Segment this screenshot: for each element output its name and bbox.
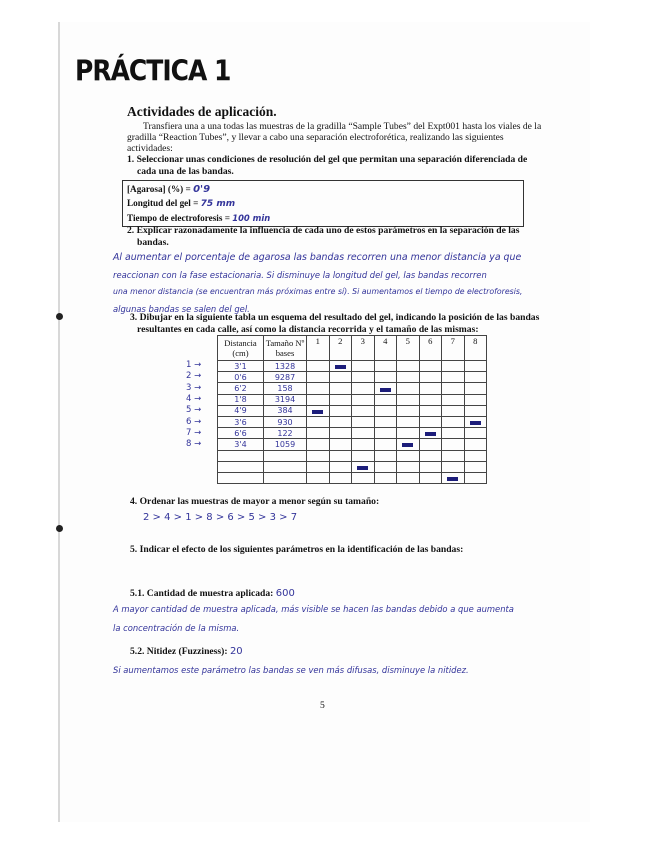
table-row <box>218 383 487 394</box>
lane-cell <box>307 472 330 483</box>
lane-cell <box>307 383 330 394</box>
lane-cell <box>374 383 397 394</box>
size-cell <box>264 461 307 472</box>
lane-cell <box>442 383 465 394</box>
binder-hole <box>56 525 63 532</box>
lane-cell <box>352 405 375 416</box>
lane-cell <box>352 472 375 483</box>
lane-cell <box>307 416 330 427</box>
table-row <box>218 450 487 461</box>
lane-cell <box>442 416 465 427</box>
lane-cell <box>442 394 465 405</box>
table-header: 2 <box>329 336 352 361</box>
answer-2-line: algunas bandas se salen del gel. <box>113 304 250 314</box>
size-cell <box>264 472 307 483</box>
lane-cell <box>329 461 352 472</box>
lane-cell <box>352 428 375 439</box>
distance-cell: 4'9 <box>218 405 264 416</box>
lane-cell <box>419 383 442 394</box>
answer-5-1-line: A mayor cantidad de muestra aplicada, más visible se hacen las bandas debido a que aumenta <box>113 604 514 614</box>
lane-cell <box>464 405 487 416</box>
size-cell: 3194 <box>264 394 307 405</box>
answer-5-2: Si aumentamos este parámetro las bandas se ven más difusas, disminuye la nitidez. <box>113 665 469 675</box>
lane-cell <box>329 361 352 372</box>
gel-band <box>470 421 481 425</box>
page-number: 5 <box>320 700 325 711</box>
lane-cell <box>374 450 397 461</box>
lane-cell <box>329 450 352 461</box>
lane-cell <box>329 383 352 394</box>
intro-line: actividades: <box>127 143 173 154</box>
lane-cell <box>374 372 397 383</box>
gel-band <box>312 410 323 414</box>
lane-cell <box>419 450 442 461</box>
row-label: 6 → <box>186 416 202 427</box>
gel-band <box>380 388 391 392</box>
lane-cell <box>374 416 397 427</box>
answer-4: 2 > 4 > 1 > 8 > 6 > 5 > 3 > 7 <box>143 512 298 523</box>
lane-cell <box>442 439 465 450</box>
lane-cell <box>464 383 487 394</box>
size-cell: 158 <box>264 383 307 394</box>
lane-cell <box>307 372 330 383</box>
table-row <box>218 361 487 372</box>
lane-cell <box>464 394 487 405</box>
lane-cell <box>329 372 352 383</box>
size-cell: 9287 <box>264 372 307 383</box>
row-label: 1 → <box>186 360 202 370</box>
condition-agarosa: [Agarosa] (%) = 0'9 <box>127 184 211 195</box>
table-header: 3 <box>352 336 375 361</box>
distance-cell: 0'6 <box>218 372 264 383</box>
lane-cell <box>397 405 420 416</box>
lane-cell <box>307 439 330 450</box>
page-title: PRÁCTICA 1 <box>75 53 231 88</box>
lane-cell <box>374 472 397 483</box>
question-5-2: 5.2. Nitidez (Fuzziness): 20 <box>130 646 243 657</box>
lane-cell <box>329 405 352 416</box>
conditions-box <box>122 180 524 227</box>
lane-cell <box>397 450 420 461</box>
answer-2-line: una menor distancia (se encuentran más próximas entre sí). Si aumentamos el tiempo de electroforesis, <box>113 287 523 296</box>
table-row <box>218 472 487 483</box>
lane-cell <box>329 416 352 427</box>
question-5: 5. Indicar el efecto de los siguientes parámetros en la identificación de las bandas: <box>130 544 464 555</box>
lane-cell <box>307 428 330 439</box>
lane-cell <box>397 416 420 427</box>
question-2: 2. Explicar razonadamente la influencia de cada uno de estos parámetros en la separación de las <box>127 225 520 236</box>
size-cell: 1328 <box>264 361 307 372</box>
lane-cell <box>397 361 420 372</box>
lane-cell <box>374 439 397 450</box>
gel-table <box>217 335 487 484</box>
table-header: 8 <box>464 336 487 361</box>
binder-hole <box>56 313 63 320</box>
lane-cell <box>464 472 487 483</box>
row-label: 3 → <box>186 382 202 393</box>
lane-cell <box>397 372 420 383</box>
lane-cell <box>329 472 352 483</box>
lane-cell <box>307 361 330 372</box>
lane-cell <box>352 383 375 394</box>
lane-cell <box>397 461 420 472</box>
question-1: cada una de las bandas. <box>137 166 234 177</box>
lane-cell <box>442 461 465 472</box>
lane-cell <box>442 405 465 416</box>
lane-cell <box>419 372 442 383</box>
size-cell: 384 <box>264 405 307 416</box>
intro-line: Transfiera una a una todas las muestras de la gradilla “Sample Tubes” del Expt001 hasta los viales de la <box>143 121 542 132</box>
distance-cell <box>218 461 264 472</box>
size-cell: 122 <box>264 428 307 439</box>
distance-cell: 6'6 <box>218 428 264 439</box>
lane-cell <box>374 461 397 472</box>
question-3: 3. Dibujar en la siguiente tabla un esquema del resultado del gel, indicando la posición de las bandas <box>130 312 540 323</box>
table-header: Tamaño Nº bases <box>264 336 307 361</box>
lane-cell <box>464 428 487 439</box>
row-label: 5 → <box>186 405 202 416</box>
gel-band <box>402 443 413 447</box>
lane-cell <box>442 450 465 461</box>
size-cell: 930 <box>264 416 307 427</box>
lane-cell <box>464 416 487 427</box>
table-header: 6 <box>419 336 442 361</box>
size-cell: 1059 <box>264 439 307 450</box>
lane-cell <box>442 361 465 372</box>
distance-cell: 3'1 <box>218 361 264 372</box>
lane-cell <box>352 450 375 461</box>
answer-2-line: Al aumentar el porcentaje de agarosa las bandas recorren una menor distancia ya que <box>113 252 522 263</box>
lane-cell <box>419 428 442 439</box>
distance-cell: 6'2 <box>218 383 264 394</box>
row-label: 2 → <box>186 371 202 382</box>
lane-cell <box>442 372 465 383</box>
table-row <box>218 372 487 383</box>
gel-band <box>447 477 458 481</box>
lane-cell <box>352 416 375 427</box>
question-2: bandas. <box>137 237 169 248</box>
lane-cell <box>397 472 420 483</box>
table-header: Distancia (cm) <box>218 336 264 361</box>
lane-cell <box>464 372 487 383</box>
distance-cell: 3'6 <box>218 416 264 427</box>
table-header: 7 <box>442 336 465 361</box>
gel-band <box>425 432 436 436</box>
lane-cell <box>419 439 442 450</box>
table-row <box>218 439 487 450</box>
row-label: 7 → <box>186 427 202 438</box>
lane-cell <box>464 439 487 450</box>
question-3: resultantes en cada calle, así como la distancia recorrida y el tamaño de las mismas: <box>137 324 479 335</box>
lane-cell <box>307 405 330 416</box>
lane-cell <box>352 361 375 372</box>
lane-cell <box>464 361 487 372</box>
table-header: 1 <box>307 336 330 361</box>
lane-cell <box>374 428 397 439</box>
lane-cell <box>352 372 375 383</box>
question-4: 4. Ordenar las muestras de mayor a menor según su tamaño: <box>130 496 380 507</box>
lane-cell <box>307 450 330 461</box>
distance-cell: 1'8 <box>218 394 264 405</box>
lane-cell <box>464 461 487 472</box>
lane-cell <box>419 416 442 427</box>
table-row <box>218 394 487 405</box>
section-heading: Actividades de aplicación. <box>127 104 277 119</box>
lane-cell <box>374 361 397 372</box>
gel-band <box>357 466 368 470</box>
lane-cell <box>329 394 352 405</box>
lane-cell <box>442 472 465 483</box>
lane-cell <box>329 439 352 450</box>
lane-cell <box>419 405 442 416</box>
intro-line: gradilla “Reaction Tubes”, y llevar a cabo una separación electroforética, realizando las siguientes <box>127 132 504 143</box>
lane-cell <box>442 428 465 439</box>
lane-cell <box>419 461 442 472</box>
table-row <box>218 461 487 472</box>
lane-cell <box>374 405 397 416</box>
table-header: 5 <box>397 336 420 361</box>
lane-cell <box>419 394 442 405</box>
size-cell <box>264 450 307 461</box>
lane-cell <box>397 394 420 405</box>
distance-cell <box>218 472 264 483</box>
lane-cell <box>352 461 375 472</box>
question-5-1: 5.1. Cantidad de muestra aplicada: 600 <box>130 588 295 599</box>
lane-cell <box>307 461 330 472</box>
row-label: 8 → <box>186 439 202 450</box>
table-row <box>218 416 487 427</box>
gel-band <box>335 365 346 369</box>
lane-cell <box>464 450 487 461</box>
lane-cell <box>352 439 375 450</box>
distance-cell <box>218 450 264 461</box>
condition-length: Longitud del gel = 75 mm <box>127 198 236 209</box>
lane-cell <box>397 383 420 394</box>
table-row <box>218 428 487 439</box>
lane-cell <box>397 439 420 450</box>
answer-5-1-line: la concentración de la misma. <box>113 623 240 633</box>
lane-cell <box>374 394 397 405</box>
row-label: 4 → <box>186 393 202 404</box>
question-1: 1. Seleccionar unas condiciones de resolución del gel que permitan una separación diferenciada de <box>127 154 528 165</box>
lane-cell <box>352 394 375 405</box>
table-header: 4 <box>374 336 397 361</box>
answer-2-line: reaccionan con la fase estacionaria. Si disminuye la longitud del gel, las bandas recorren <box>113 270 487 280</box>
lane-cell <box>419 361 442 372</box>
lane-cell <box>397 428 420 439</box>
table-row <box>218 405 487 416</box>
lane-cell <box>419 472 442 483</box>
lane-cell <box>329 428 352 439</box>
lane-cell <box>307 394 330 405</box>
distance-cell: 3'4 <box>218 439 264 450</box>
condition-time: Tiempo de electroforesis = 100 min <box>127 213 271 223</box>
